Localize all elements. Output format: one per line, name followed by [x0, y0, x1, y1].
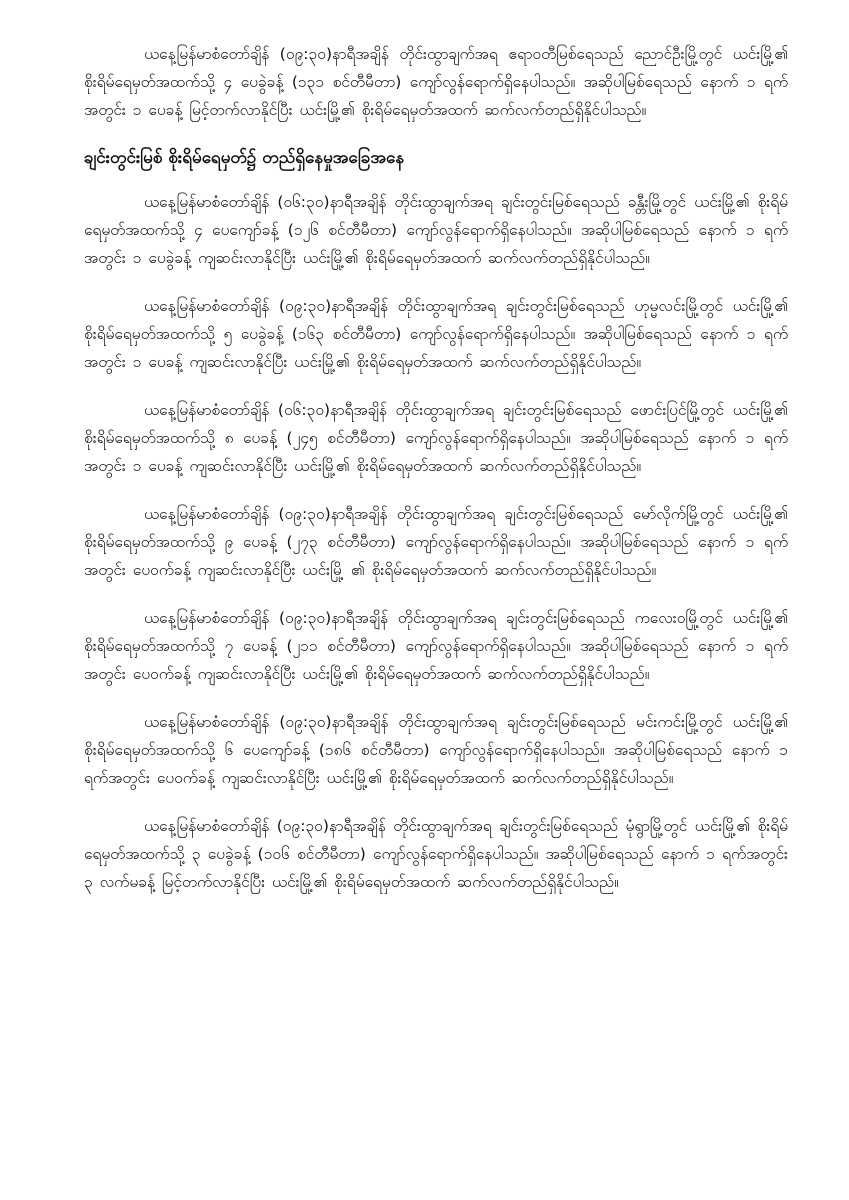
paragraph-monywa: ယနေ့မြန်မာစံတော်ချိန် (၀၉:၃၀)နာရီအချိန် တိုင်းထွာချက်အရ ချင်းတွင်းမြစ်ရေသည် မုံရွာမြို့တွင် ယင်းမြို့၏ စိုးရိမ်ရေမှတ်အထက်သို့ ၃ ပေခွဲခန့် (၁၀၆ စင်တီမီတာ) ကျော်လွန်ရောက်ရှိနေပါသည်။ အဆိုပါမြစ်ရေသည် နောက် ၁ ရက်အတွင်း ၃ လက်မခန့် မြင့်တက်လာနိုင်ပြီး ယင်းမြို့၏ စိုးရိမ်ရေမှတ်အထက် ဆက်လက်တည်ရှိနိုင်ပါသည်။	[84, 817, 788, 891]
paragraph-khamti: ယနေ့မြန်မာစံတော်ချိန် (၀၆:၃၀)နာရီအချိန် တိုင်းထွာချက်အရ ချင်းတွင်းမြစ်ရေသည် ခန္တီးမြို့တွင် ယင်းမြို့၏ စိုးရိမ်ရေမှတ်အထက်သို့ ၄ ပေကျော်ခန့် (၁၂၆ စင်တီမီတာ) ကျော်လွန်ရောက်ရှိနေပါသည်။ အဆိုပါမြစ်ရေသည် နောက် ၁ ရက်အတွင်း ၁ ပေခွဲခန့် ကျဆင်းလာနိုင်ပြီး ယင်းမြို့၏ စိုးရိမ်ရေမှတ်အထက် ဆက်လက်တည်ရှိနိုင်ပါသည်။	[84, 193, 788, 267]
paragraph-phaungpyin: ယနေ့မြန်မာစံတော်ချိန် (၀၆:၃၀)နာရီအချိန် တိုင်းထွာချက်အရ ချင်းတွင်းမြစ်ရေသည် ဖောင်းပြင်မြို့တွင် ယင်းမြို့၏ စိုးရိမ်ရေမှတ်အထက်သို့ ၈ ပေခန့် (၂၄၅ စင်တီမီတာ) ကျော်လွန်ရောက်ရှိနေပါသည်။ အဆိုပါမြစ်ရေသည် နောက် ၁ ရက်အတွင်း ၁ ပေခန့် ကျဆင်းလာနိုင်ပြီး ယင်းမြို့၏ စိုးရိမ်ရေမှတ်အထက် ဆက်လက်တည်ရှိနိုင်ပါသည်။	[84, 401, 788, 475]
section-heading: ချင်းတွင်းမြစ် စိုးရိမ်ရေမှတ်၌ တည်ရှိနေမှုအခြေအနေ	[84, 148, 405, 168]
paragraph-kalewa: ယနေ့မြန်မာစံတော်ချိန် (၀၉:၃၀)နာရီအချိန် တိုင်းထွာချက်အရ ချင်းတွင်းမြစ်ရေသည် ကလေးဝမြို့တွင် ယင်းမြို့၏ စိုးရိမ်ရေမှတ်အထက်သို့ ၇ ပေခန့် (၂၁၁ စင်တီမီတာ) ကျော်လွန်ရောက်ရှိနေပါသည်။ အဆိုပါမြစ်ရေသည် နောက် ၁ ရက်အတွင်း ပေဝက်ခန့် ကျဆင်းလာနိုင်ပြီး ယင်းမြို့၏ စိုးရိမ်ရေမှတ်အထက် ဆက်လက်တည်ရှိနိုင်ပါသည်။	[84, 609, 788, 683]
document-page	[84, 40, 788, 916]
paragraph-mingin: ယနေ့မြန်မာစံတော်ချိန် (၀၉:၃၀)နာရီအချိန် တိုင်းထွာချက်အရ ချင်းတွင်းမြစ်ရေသည် မင်းကင်းမြို့တွင် ယင်းမြို့၏ စိုးရိမ်ရေမှတ်အထက်သို့ ၆ ပေကျော်ခန့် (၁၈၆ စင်တီမီတာ) ကျော်လွန်ရောက်ရှိနေပါသည်။ အဆိုပါမြစ်ရေသည် နောက် ၁ ရက်အတွင်း ပေဝက်ခန့် ကျဆင်းလာနိုင်ပြီး ယင်းမြို့၏ စိုးရိမ်ရေမှတ်အထက် ဆက်လက်တည်ရှိနိုင်ပါသည်။	[84, 713, 788, 787]
paragraph-mawlaik: ယနေ့မြန်မာစံတော်ချိန် (၀၉:၃၀)နာရီအချိန် တိုင်းထွာချက်အရ ချင်းတွင်းမြစ်ရေသည် မော်လိုက်မြို့တွင် ယင်းမြို့၏ စိုးရိမ်ရေမှတ်အထက်သို့ ၉ ပေခန့် (၂၇၃ စင်တီမီတာ) ကျော်လွန်ရောက်ရှိနေပါသည်။ အဆိုပါမြစ်ရေသည် နောက် ၁ ရက်အတွင်း ပေဝက်ခန့် ကျဆင်းလာနိုင်ပြီး ယင်းမြို့ ၏ စိုးရိမ်ရေမှတ်အထက် ဆက်လက်တည်ရှိနိုင်ပါသည်။	[84, 505, 788, 579]
paragraph-homalin: ယနေ့မြန်မာစံတော်ချိန် (၀၉:၃၀)နာရီအချိန် တိုင်းထွာချက်အရ ချင်းတွင်းမြစ်ရေသည် ဟုမ္မလင်းမြို့တွင် ယင်းမြို့၏ စိုးရိမ်ရေမှတ်အထက်သို့ ၅ ပေခွဲခန့် (၁၆၃ စင်တီမီတာ) ကျော်လွန်ရောက်ရှိနေပါသည်။ အဆိုပါမြစ်ရေသည် နောက် ၁ ရက်အတွင်း ၁ ပေခန့် ကျဆင်းလာနိုင်ပြီး ယင်းမြို့၏ စိုးရိမ်ရေမှတ်အထက် ဆက်လက်တည်ရှိနိုင်ပါသည်။	[84, 297, 788, 371]
intro-paragraph: ယနေ့မြန်မာစံတော်ချိန် (၀၉:၃၀)နာရီအချိန် တိုင်းထွာချက်အရ ဧရာဝတီမြစ်ရေသည် ညောင်ဦးမြို့တွင် ယင်းမြို့၏ စိုးရိမ်ရေမှတ်အထက်သို့ ၄ ပေခွဲခန့် (၁၃၁ စင်တီမီတာ) ကျော်လွန်ရောက်ရှိနေပါသည်။ အဆိုပါမြစ်ရေသည် နောက် ၁ ရက်အတွင်း ၁ ပေခန့် မြင့်တက်လာနိုင်ပြီး ယင်းမြို့၏ စိုးရိမ်ရေမှတ်အထက် ဆက်လက်တည်ရှိနိုင်ပါသည်။	[84, 45, 788, 119]
